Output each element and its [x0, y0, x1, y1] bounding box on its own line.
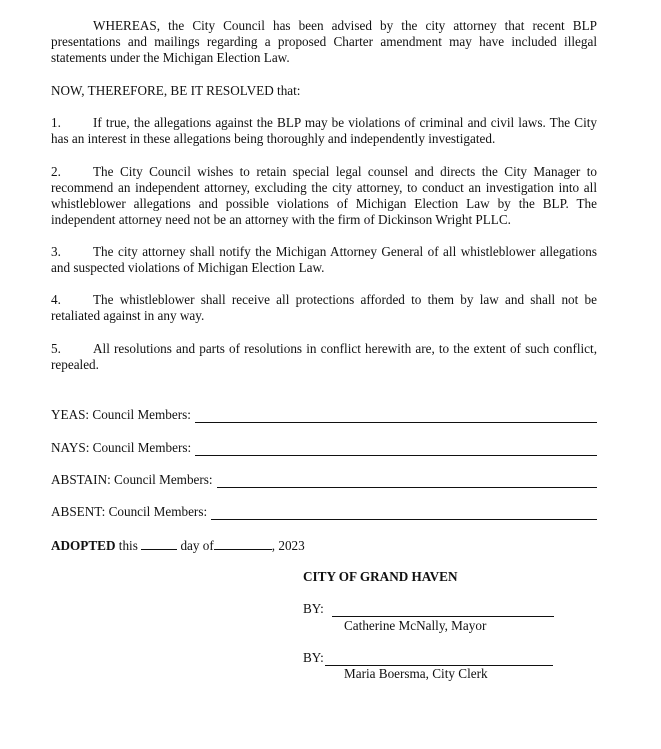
resolution-item-4	[51, 292, 597, 324]
now-therefore-heading: NOW, THEREFORE, BE IT RESOLVED that:	[51, 83, 301, 98]
absent-signature-line	[211, 506, 597, 520]
abstain-label: ABSTAIN: Council Members:	[51, 472, 213, 487]
nays-row	[51, 440, 597, 456]
resolution-item-5	[51, 341, 597, 373]
item-number: 1.	[51, 115, 61, 130]
item-number: 5.	[51, 341, 61, 356]
mayor-signature-row	[303, 601, 554, 617]
abstain-signature-line	[217, 474, 597, 488]
item-text: If true, the allegations against the BLP may be violations of criminal and civil laws. The City has an interest in these allegations being thoroughly and independently investigated.	[51, 115, 597, 146]
resolution-item-2	[51, 164, 597, 228]
by-label: BY:	[303, 601, 324, 616]
day-blank	[141, 537, 177, 550]
resolution-item-1	[51, 115, 597, 147]
mayor-name: Catherine McNally, Mayor	[344, 618, 487, 633]
item-text: The city attorney shall notify the Michigan Attorney General of all whistleblower allegations and suspected violations of Michigan Election Law.	[51, 244, 597, 275]
item-number: 4.	[51, 292, 61, 307]
whereas-paragraph: WHEREAS, the City Council has been advised by the city attorney that recent BLP presentations and mailings regarding a proposed Charter amendment may have included illegal statements under the Michigan Election Law.	[51, 18, 597, 65]
item-number: 3.	[51, 244, 61, 259]
abstain-row	[51, 472, 597, 488]
month-blank	[214, 537, 272, 550]
nays-signature-line	[195, 442, 597, 456]
item-text: The whistleblower shall receive all protections afforded to them by law and shall not be retaliated against in any way.	[51, 292, 597, 323]
clerk-signature-row	[303, 650, 553, 666]
nays-label: NAYS: Council Members:	[51, 440, 192, 455]
yeas-signature-line	[195, 409, 597, 423]
yeas-row	[51, 407, 597, 423]
adopted-day-of: day of	[180, 538, 214, 553]
adopted-label: ADOPTED	[51, 538, 116, 553]
yeas-label: YEAS: Council Members:	[51, 407, 191, 422]
item-text: All resolutions and parts of resolutions in conflict herewith are, to the extent of such conflict, repealed.	[51, 341, 597, 372]
item-text: The City Council wishes to retain special legal counsel and directs the City Manager to recommend an independent attorney, excluding the city attorney, to conduct an investigation into all whistleblower allegations and possible violations of Michigan Election Law by the BLP. The independent attorney need not be an attorney with the firm of Dickinson Wright PLLC.	[51, 164, 597, 227]
adopted-line	[51, 537, 305, 554]
adopted-year: , 2023	[271, 538, 305, 553]
by-label: BY:	[303, 650, 324, 665]
adopted-this: this	[118, 538, 138, 553]
clerk-name: Maria Boersma, City Clerk	[344, 666, 488, 681]
absent-row	[51, 504, 597, 520]
item-number: 2.	[51, 164, 61, 179]
resolution-item-3	[51, 244, 597, 276]
mayor-signature-line	[332, 603, 554, 617]
clerk-signature-line	[325, 652, 553, 666]
city-name: CITY OF GRAND HAVEN	[303, 569, 458, 584]
absent-label: ABSENT: Council Members:	[51, 504, 208, 519]
